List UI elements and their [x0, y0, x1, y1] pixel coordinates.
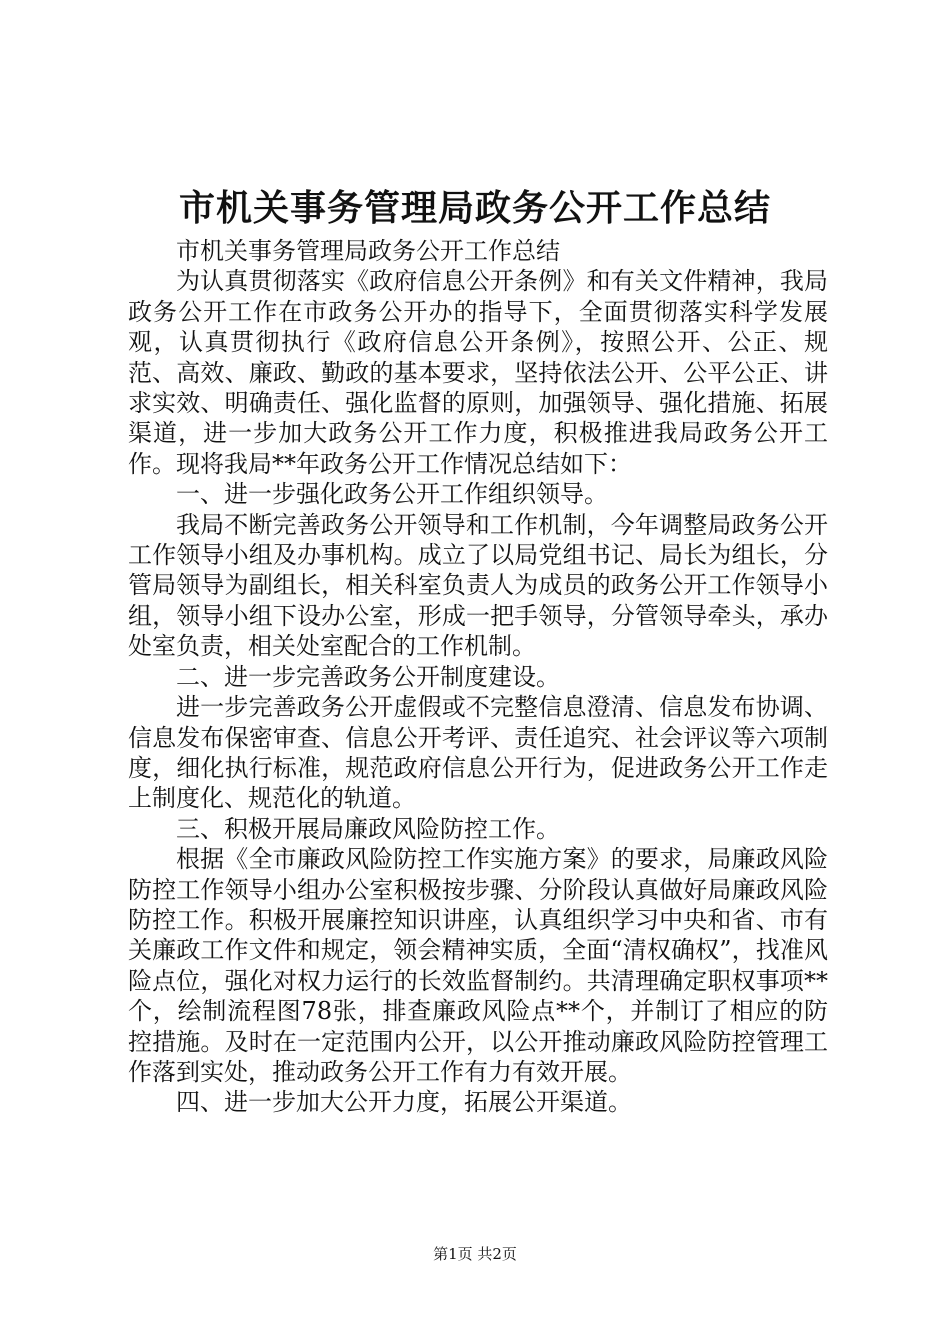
document-body — [128, 236, 828, 1118]
document-title: 市机关事务管理局政务公开工作总结 — [178, 187, 771, 229]
paragraph-section-2: 进一步完善政务公开虚假或不完整信息澄清、信息发布协调、信息发布保密审查、信息公开考评、责任追究、社会评议等六项制度，细化执行标准，规范政府信息公开行为，促进政务公开工作走上制度化、规范化的轨道。 — [128, 693, 828, 813]
section-heading-4: 四、进一步加大公开力度，拓展公开渠道。 — [176, 1088, 632, 1117]
paragraph-intro: 为认真贯彻落实《政府信息公开条例》和有关文件精神，我局政务公开工作在市政务公开办的指导下，全面贯彻落实科学发展观，认真贯彻执行《政府信息公开条例》，按照公开、公正、规范、高效、廉政、勤政的基本要求，坚持依法公开、公平公正、讲求实效、明确责任、强化监督的原则，加强领导、强化措施、拓展渠道，进一步加大政务公开工作力度，积极推进我局政务公开工作。现将我局**年政务公开工作情况总结如下： — [128, 267, 828, 478]
paragraph-section-1: 我局不断完善政务公开领导和工作机制，今年调整局政务公开工作领导小组及办事机构。成立了以局党组书记、局长为组长，分管局领导为副组长，相关科室负责人为成员的政务公开工作领导小组，领导小组下设办公室，形成一把手领导，分管领导牵头，承办处室负责，相关处室配合的工作机制。 — [128, 510, 828, 661]
section-heading-2: 二、进一步完善政务公开制度建设。 — [176, 662, 560, 691]
section-heading-3: 三、积极开展局廉政风险防控工作。 — [176, 814, 560, 843]
paragraph-heading-repeat: 市机关事务管理局政务公开工作总结 — [176, 237, 560, 265]
page-number-footer: 第1页 共2页 — [433, 1245, 517, 1263]
section-heading-1: 一、进一步强化政务公开工作组织领导。 — [176, 480, 608, 509]
paragraph-section-3: 根据《全市廉政风险防控工作实施方案》的要求，局廉政风险防控工作领导小组办公室积极按步骤、分阶段认真做好局廉政风险防控工作。积极开展廉控知识讲座，认真组织学习中央和省、市有关廉政工作文件和规定，领会精神实质，全面“清权确权”，找准风险点位，强化对权力运行的长效监督制约。共清理确定职权事项**个，绘制流程图78张，排查廉政风险点**个，并制订了相应的防控措施。及时在一定范围内公开，以公开推动廉政风险防控管理工作落到实处，推动政务公开工作有力有效开展。 — [128, 845, 828, 1086]
